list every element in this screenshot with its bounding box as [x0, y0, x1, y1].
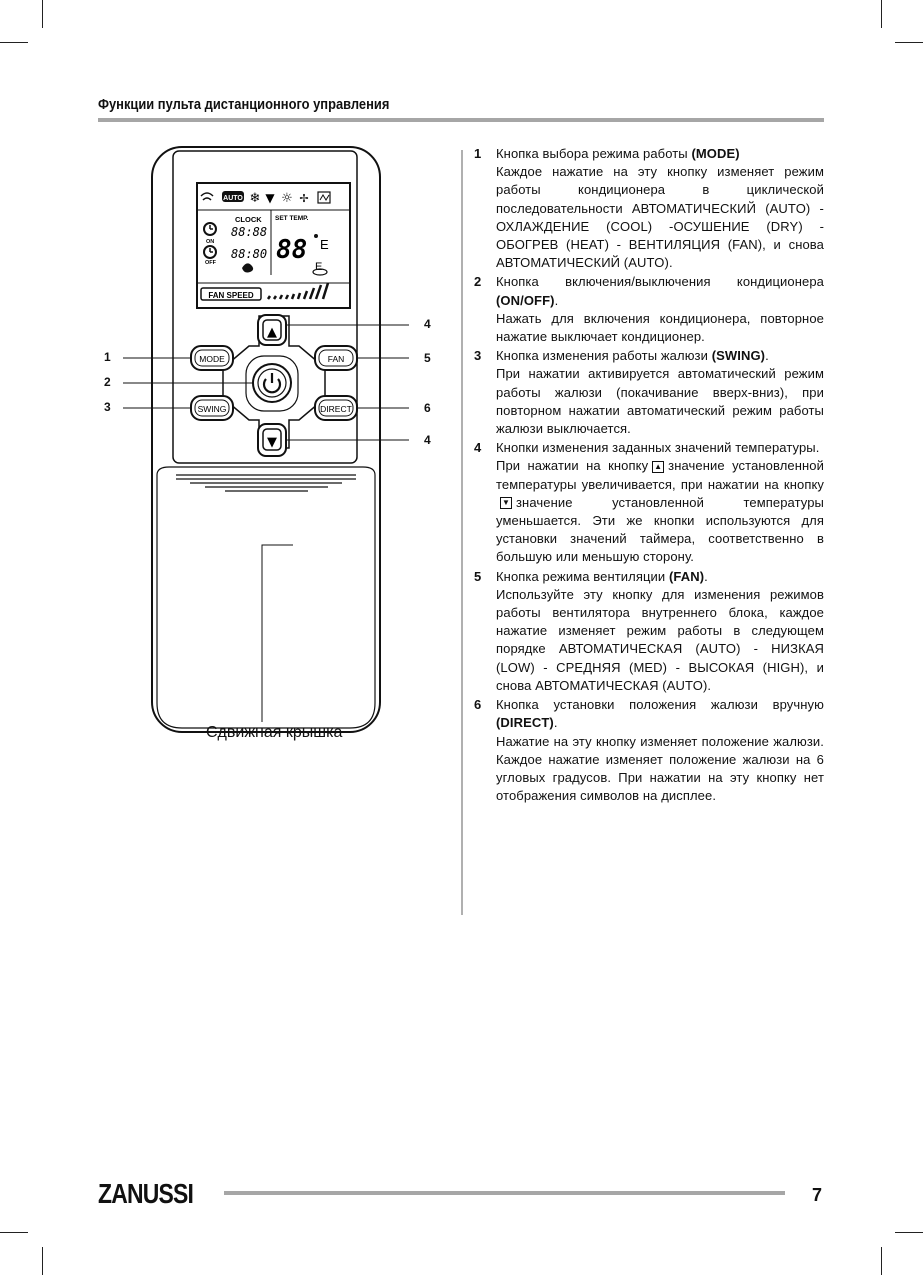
callout-6: 6: [424, 401, 431, 415]
item-title: Кнопка установки положения жалюзи вручную (DIRECT).: [496, 697, 824, 731]
item-number: 6: [474, 697, 482, 713]
item-title: Кнопки изменения заданных значений температуры.: [496, 440, 820, 456]
item-title: Кнопка выбора режима работы (MODE): [496, 146, 740, 161]
item-description: При нажатии на кнопку ▲ значение установленной температуры увеличивается, при нажатии на кнопку▼ значение установленной температуры уменьшается. Эти же кнопки используются для установки значений таймера, соответственно в большую или меньшую сторону.: [496, 458, 824, 565]
sun-icon: ☼: [281, 191, 293, 206]
sliding-cover: [157, 467, 375, 728]
callout-2: 2: [104, 375, 111, 389]
list-item: [474, 568, 824, 695]
auto-badge-text: AUTO: [223, 195, 243, 202]
up-key-icon: ▲: [654, 462, 663, 472]
callout-3: 3: [104, 400, 111, 414]
list-item: [474, 439, 824, 566]
up-arrow-icon: ▲: [267, 325, 277, 340]
fan-button-label: FAN: [327, 354, 345, 364]
item-number: 1: [474, 146, 482, 161]
temperature-unit: E: [320, 237, 329, 252]
item-number: 3: [474, 348, 482, 364]
list-item: [474, 273, 824, 346]
instruction-list: [474, 145, 824, 806]
footer-rule: [224, 1191, 785, 1195]
off-label: OFF: [205, 260, 216, 266]
item-title: Кнопка изменения работы жалюзи (SWING).: [496, 348, 769, 364]
dry-icon: ▼: [265, 191, 275, 205]
item-number: 2: [474, 274, 482, 290]
item-description: Каждое нажатие на эту кнопку изменяет режим работы кондиционера в циклической последовательности АВТОМАТИЧЕСКИЙ (AUTO) - ОХЛАЖДЕНИЕ (COOL) -ОСУШЕНИЕ (DRY) - ОБОГРЕВ (HEAT) - ВЕНТИЛЯЦИЯ (FAN), и снова АВТОМАТИЧЕСКИЙ (AUTO).: [496, 164, 824, 271]
list-item: [474, 696, 824, 805]
brand-logo: ZANUSSI: [98, 1178, 194, 1209]
page-title: Функции пульта дистанционного управления: [98, 96, 390, 113]
item-description: Нажать для включения кондиционера, повторное нажатие выключает кондиционер.: [496, 310, 824, 345]
item-title: Кнопка включения/выключения кондиционера (ON/OFF).: [496, 274, 824, 308]
fan-speed-label: FAN SPEED: [208, 291, 254, 300]
set-temp-label: SET TEMP.: [275, 215, 309, 222]
callout-4-down: 4: [424, 433, 431, 447]
down-arrow-icon: ▼: [267, 435, 277, 450]
column-divider: [461, 150, 463, 915]
item-title: Кнопка режима вентиляции (FAN).: [496, 568, 708, 584]
on-label: ON: [206, 239, 215, 245]
callout-1: 1: [104, 350, 111, 364]
sliding-cover-label: Сдвижная крышка: [206, 724, 343, 741]
callout-5: 5: [424, 351, 431, 365]
temperature-unit-small: E: [315, 261, 323, 273]
item-description: Нажатие на эту кнопку изменяет положение жалюзи. Каждое нажатие изменяет положение жалюзи на 6 угловых градусов. При нажатии на эту кнопку нет отображения символов на дисплее.: [496, 733, 824, 804]
list-item: [474, 145, 824, 272]
fan-mode-icon: ✢: [299, 192, 309, 205]
callout-4-up: 4: [424, 317, 431, 331]
page-number: 7: [812, 1185, 823, 1205]
item-description: Используйте эту кнопку для изменения режимов работы вентилятора внутреннего блока, каждое нажатие изменяет режим работы в следующем порядке АВТОМАТИЧЕСКАЯ (AUTO) - НИЗКАЯ (LOW) - СРЕДНЯЯ (MED) - ВЫСОКАЯ (HIGH), и снова АВТОМАТИЧЕСКАЯ (AUTO).: [496, 586, 824, 693]
clock-on-value: 88:88: [231, 225, 268, 239]
item-number: 5: [474, 568, 482, 584]
item-number: 4: [474, 440, 482, 456]
direct-button-label: DIRECT: [320, 404, 352, 414]
clock-label: CLOCK: [235, 215, 262, 224]
temperature-value: 88: [276, 235, 308, 265]
list-item: [474, 347, 824, 438]
clock-off-value: 88:80: [231, 247, 268, 261]
item-description: При нажатии активируется автоматический режим работы жалюзи (покачивание вверх-вниз), при повторном нажатии автоматический режим работы жалюзи выключается.: [496, 366, 824, 437]
snowflake-icon: ❄: [249, 191, 261, 206]
mode-button-label: MODE: [199, 354, 225, 364]
down-key-icon: ▼: [501, 498, 511, 508]
swing-button-label: SWING: [197, 404, 227, 414]
